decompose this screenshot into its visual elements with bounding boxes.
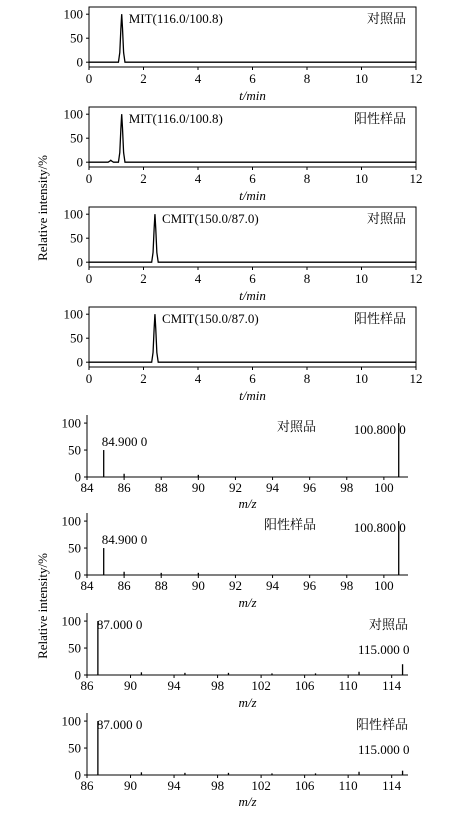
peak-label: 84.900 0 [101, 532, 148, 548]
y-tick-label: 100 [63, 306, 83, 322]
x-tick-label: 4 [194, 71, 202, 86]
y-tick-label: 50 [68, 640, 81, 656]
x-tick-label: 10 [355, 271, 368, 286]
x-tick-label: 90 [191, 480, 205, 495]
x-tick-label: 100 [374, 480, 394, 495]
x-tick-label: 96 [303, 578, 317, 593]
y-tick-label: 100 [61, 613, 81, 629]
x-axis-title: m/z [238, 794, 257, 809]
x-tick-label: 88 [154, 480, 168, 495]
panel-2 [64, 107, 423, 203]
y-tick-label: 100 [61, 513, 81, 529]
y-tick-label: 0 [74, 667, 81, 683]
peak-label: 100.800 0 [353, 520, 406, 535]
panel-1 [64, 7, 423, 103]
x-tick-label: 86 [80, 778, 94, 793]
panel-7 [62, 613, 410, 710]
sample-label: 阳性样品 [353, 311, 406, 326]
x-axis-title: t/min [239, 288, 266, 303]
sample-label: 阳性样品 [355, 717, 408, 732]
y-tick-label: 50 [70, 30, 83, 46]
x-tick-label: 10 [355, 371, 368, 386]
x-tick-label: 92 [228, 480, 242, 495]
panel-5 [62, 415, 409, 511]
x-tick-label: 94 [266, 480, 280, 495]
y-tick-label: 50 [68, 540, 81, 556]
x-tick-label: 110 [338, 678, 358, 693]
x-tick-label: 102 [251, 778, 271, 793]
panel-4 [64, 307, 423, 403]
x-tick-label: 0 [85, 271, 93, 286]
x-tick-label: 98 [211, 778, 225, 793]
x-tick-label: 4 [194, 371, 202, 386]
sample-label: 对照品 [276, 419, 316, 434]
x-tick-label: 94 [167, 778, 181, 793]
y-tick-label: 0 [74, 469, 81, 485]
x-tick-label: 84 [80, 578, 94, 593]
x-tick-label: 2 [140, 171, 147, 186]
x-tick-label: 114 [382, 678, 402, 693]
x-tick-label: 4 [194, 271, 202, 286]
y-tick-label: 0 [74, 767, 81, 783]
peak-label: 87.000 0 [96, 617, 143, 632]
peak-label: 115.000 0 [358, 742, 410, 757]
x-tick-label: 96 [303, 480, 317, 495]
x-tick-label: 90 [124, 778, 138, 793]
sample-label: 阳性样品 [353, 111, 406, 126]
x-tick-label: 6 [249, 171, 256, 186]
y-tick-label: 100 [63, 106, 83, 122]
transition-annotation: MIT(116.0/100.8) [128, 111, 223, 126]
peak-label: 87.000 0 [96, 717, 143, 732]
x-tick-label: 2 [140, 371, 147, 386]
x-tick-label: 102 [251, 678, 271, 693]
y-tick-label: 50 [68, 442, 81, 458]
transition-annotation: MIT(116.0/100.8) [128, 11, 223, 26]
y-tick-label: 100 [63, 206, 83, 222]
x-tick-label: 8 [303, 371, 311, 386]
x-tick-label: 0 [85, 71, 93, 86]
y-tick-label: 50 [70, 230, 83, 246]
peak-label: 100.800 0 [353, 422, 406, 437]
x-tick-label: 92 [228, 578, 242, 593]
x-tick-label: 94 [167, 678, 181, 693]
sample-label: 对照品 [366, 11, 406, 26]
x-tick-label: 90 [191, 578, 205, 593]
x-tick-label: 2 [140, 71, 147, 86]
x-tick-label: 10 [355, 171, 368, 186]
x-tick-label: 8 [303, 71, 311, 86]
x-tick-label: 98 [340, 480, 354, 495]
x-tick-label: 12 [409, 371, 423, 386]
x-tick-label: 8 [303, 271, 311, 286]
y-tick-label: 0 [74, 567, 81, 583]
panel-8 [62, 713, 410, 809]
x-tick-label: 98 [340, 578, 354, 593]
panel-6 [62, 513, 409, 610]
x-axis-title: m/z [238, 595, 257, 610]
y-tick-label: 0 [76, 54, 83, 70]
x-tick-label: 2 [140, 271, 147, 286]
ylabel-mass-spectra: Relative intensity/% [35, 553, 50, 659]
sample-label: 对照品 [366, 211, 406, 226]
x-axis-title: m/z [238, 496, 257, 511]
transition-annotation: CMIT(150.0/87.0) [161, 211, 259, 226]
y-tick-label: 0 [76, 354, 83, 370]
y-tick-label: 50 [70, 330, 83, 346]
x-tick-label: 0 [85, 371, 93, 386]
x-axis-title: t/min [239, 388, 266, 403]
peak-label: 115.000 0 [358, 642, 410, 657]
x-tick-label: 12 [409, 71, 423, 86]
x-axis-title: t/min [239, 88, 266, 103]
x-tick-label: 86 [80, 678, 94, 693]
x-tick-label: 6 [249, 271, 256, 286]
x-tick-label: 6 [249, 71, 256, 86]
y-tick-label: 0 [76, 154, 83, 170]
panel-3 [64, 207, 423, 303]
y-tick-label: 100 [61, 713, 81, 729]
x-tick-label: 4 [194, 171, 202, 186]
x-tick-label: 12 [409, 271, 423, 286]
peak-label: 84.900 0 [101, 434, 148, 450]
x-tick-label: 106 [294, 778, 315, 793]
x-tick-label: 0 [85, 171, 93, 186]
x-axis-title: t/min [239, 188, 266, 203]
x-tick-label: 6 [249, 371, 256, 386]
x-tick-label: 94 [266, 578, 280, 593]
x-tick-label: 100 [374, 578, 394, 593]
y-tick-label: 50 [70, 130, 83, 146]
x-tick-label: 86 [117, 578, 131, 593]
x-tick-label: 90 [124, 678, 138, 693]
x-tick-label: 86 [117, 480, 131, 495]
x-tick-label: 110 [338, 778, 358, 793]
x-tick-label: 84 [80, 480, 94, 495]
sample-label: 对照品 [368, 617, 408, 632]
x-tick-label: 106 [294, 678, 315, 693]
transition-annotation: CMIT(150.0/87.0) [161, 311, 259, 326]
ylabel-chromatograms: Relative intensity/% [35, 155, 50, 261]
x-axis-title: m/z [238, 695, 257, 710]
sample-label: 阳性样品 [263, 517, 316, 532]
x-tick-label: 98 [211, 678, 225, 693]
y-tick-label: 50 [68, 740, 81, 756]
x-tick-label: 12 [409, 171, 423, 186]
x-tick-label: 88 [154, 578, 168, 593]
x-tick-label: 10 [355, 71, 368, 86]
x-tick-label: 8 [303, 171, 311, 186]
y-tick-label: 0 [76, 254, 83, 270]
x-tick-label: 114 [382, 778, 402, 793]
y-tick-label: 100 [61, 415, 81, 431]
y-tick-label: 100 [63, 6, 83, 22]
